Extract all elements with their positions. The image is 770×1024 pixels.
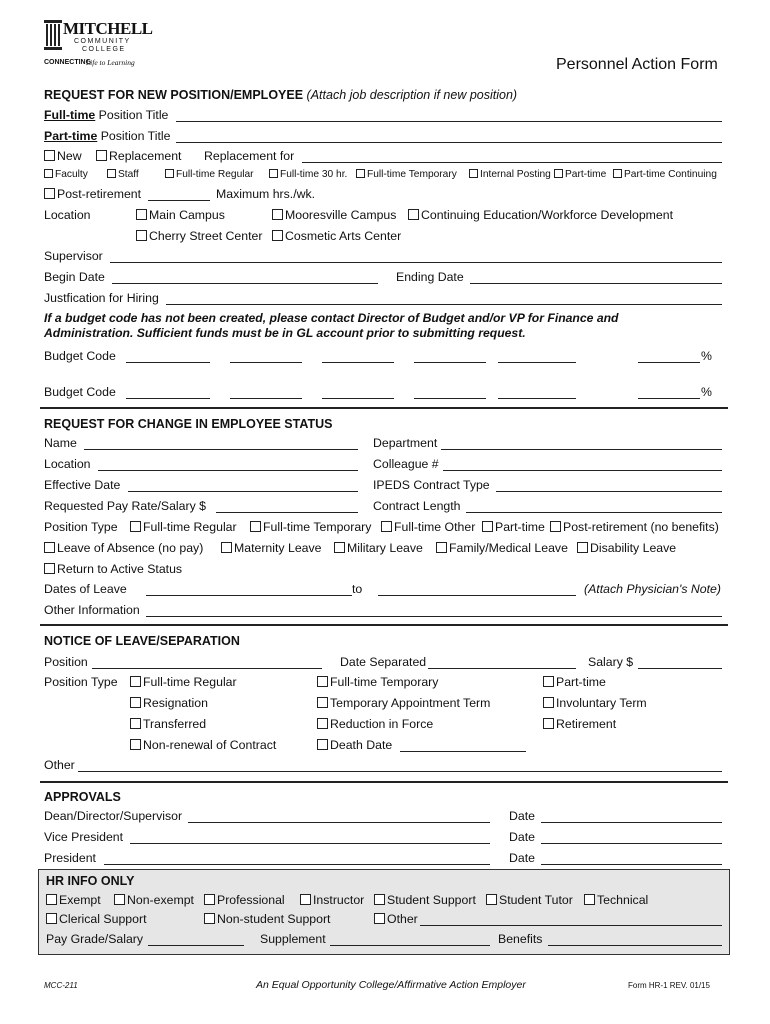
dean-date-label: Date <box>509 809 535 823</box>
s3-pt-label: Part-time <box>556 675 606 689</box>
logo-name: MITCHELL <box>63 19 153 38</box>
logo-line2: COMMUNITY <box>74 38 131 45</box>
professional-label: Professional <box>217 893 285 907</box>
justification-field[interactable] <box>166 304 722 305</box>
s2-ft-temp-label: Full-time Temporary <box>263 520 372 534</box>
s2-pt-label: Part-time <box>495 520 545 534</box>
salary-label: Salary $ <box>588 655 634 669</box>
death-date-field[interactable] <box>400 751 526 752</box>
supplement-field[interactable] <box>330 945 490 946</box>
nonrenewal-checkbox[interactable] <box>130 739 141 750</box>
clerical-checkbox[interactable] <box>46 913 57 924</box>
replacement-label: Replacement <box>109 149 182 163</box>
department-field[interactable] <box>441 449 722 450</box>
footer-revision: Form HR-1 REV. 01/15 <box>628 981 710 990</box>
part-time-checkbox[interactable] <box>554 169 563 178</box>
professional-checkbox[interactable] <box>204 894 215 905</box>
temp-term-checkbox[interactable] <box>317 697 328 708</box>
footer-form-code: MCC-211 <box>44 981 78 990</box>
fmla-checkbox[interactable] <box>436 542 447 553</box>
nonexempt-checkbox[interactable] <box>114 894 125 905</box>
pay-rate-field[interactable] <box>216 512 358 513</box>
department-label: Department <box>373 436 438 450</box>
replacement-for-label: Replacement for <box>204 149 295 163</box>
pct-label-1: % <box>701 349 712 363</box>
s3-ft-regular-checkbox[interactable] <box>130 676 141 687</box>
post-retirement-label: Post-retirement <box>57 187 142 201</box>
exempt-label: Exempt <box>59 893 101 907</box>
maternity-checkbox[interactable] <box>221 542 232 553</box>
contract-length-field[interactable] <box>466 512 722 513</box>
temp-term-label: Temporary Appointment Term <box>330 696 491 710</box>
name-field[interactable] <box>84 449 358 450</box>
begin-date-field[interactable] <box>112 283 378 284</box>
s3-other-label: Other <box>44 758 75 772</box>
ft-temporary-label: Full-time Temporary <box>367 169 457 180</box>
justification-label: Justfication for Hiring <box>44 291 159 305</box>
effective-date-label: Effective Date <box>44 478 121 492</box>
fmla-label: Family/Medical Leave <box>449 541 568 555</box>
s3-heading: NOTICE OF LEAVE/SEPARATION <box>44 634 240 648</box>
ft-regular-checkbox[interactable] <box>165 169 174 178</box>
nonrenewal-label: Non-renewal of Contract <box>143 738 277 752</box>
student-support-checkbox[interactable] <box>374 894 385 905</box>
hr-other-label: Other <box>387 912 418 926</box>
s2-ft-regular-checkbox[interactable] <box>130 521 141 532</box>
other-info-label: Other Information <box>44 603 140 617</box>
mooresville-checkbox[interactable] <box>272 209 283 220</box>
page-title: Personnel Action Form <box>556 56 718 73</box>
involuntary-checkbox[interactable] <box>543 697 554 708</box>
supervisor-label: Supervisor <box>44 249 103 263</box>
s3-position-field[interactable] <box>92 668 322 669</box>
column-logo-icon <box>44 20 62 50</box>
transferred-label: Transferred <box>143 717 207 731</box>
logo-tagline-b: Life to Learning <box>86 58 135 67</box>
cosmetic-arts-checkbox[interactable] <box>272 230 283 241</box>
colleague-field[interactable] <box>443 470 722 471</box>
name-label: Name <box>44 436 77 450</box>
disability-label: Disability Leave <box>590 541 677 555</box>
nonstudent-checkbox[interactable] <box>204 913 215 924</box>
budget-pct-2[interactable] <box>638 398 700 399</box>
president-date-label: Date <box>509 851 535 865</box>
footer-eoe: An Equal Opportunity College/Affirmative Action Employer <box>256 979 526 991</box>
return-active-label: Return to Active Status <box>57 562 183 576</box>
cosmetic-arts-label: Cosmetic Arts Center <box>285 229 402 243</box>
exempt-checkbox[interactable] <box>46 894 57 905</box>
ending-date-label: Ending Date <box>396 270 464 284</box>
dean-signature-field[interactable] <box>188 822 490 823</box>
vp-date-label: Date <box>509 830 535 844</box>
staff-checkbox[interactable] <box>107 169 116 178</box>
ft-30hr-checkbox[interactable] <box>269 169 278 178</box>
effective-date-field[interactable] <box>128 491 358 492</box>
ft-position-field[interactable] <box>176 121 722 122</box>
budget-code-label-2: Budget Code <box>44 385 116 399</box>
retirement-checkbox[interactable] <box>543 718 554 729</box>
student-tutor-checkbox[interactable] <box>486 894 497 905</box>
budget-code-2d[interactable] <box>414 398 486 399</box>
ipeds-field[interactable] <box>496 491 722 492</box>
military-label: Military Leave <box>347 541 423 555</box>
main-campus-checkbox[interactable] <box>136 209 147 220</box>
president-signature-field[interactable] <box>104 864 490 865</box>
death-checkbox[interactable] <box>317 739 328 750</box>
divider-2 <box>40 624 728 626</box>
s3-position-label: Position <box>44 655 88 669</box>
s3-ft-regular-label: Full-time Regular <box>143 675 237 689</box>
s3-position-type-label: Position Type <box>44 675 118 689</box>
budget-code-2b[interactable] <box>230 398 302 399</box>
loa-label: Leave of Absence (no pay) <box>57 541 204 555</box>
death-label: Death Date <box>330 738 393 752</box>
benefits-label: Benefits <box>498 932 543 946</box>
dates-leave-label: Dates of Leave <box>44 582 127 596</box>
student-support-label: Student Support <box>387 893 476 907</box>
new-checkbox[interactable] <box>44 150 55 161</box>
pt-pos-label: Position Title <box>100 129 171 143</box>
s3-other-field[interactable] <box>78 771 722 772</box>
max-hours-field[interactable] <box>148 200 210 201</box>
location2-field[interactable] <box>98 470 358 471</box>
position-type-label: Position Type <box>44 520 118 534</box>
part-time-label: Part-time <box>565 169 607 180</box>
s2-heading: REQUEST FOR CHANGE IN EMPLOYEE STATUS <box>44 417 333 431</box>
budget-code-label-1: Budget Code <box>44 349 116 363</box>
pay-grade-field[interactable] <box>148 945 244 946</box>
physician-note: (Attach Physician's Note) <box>584 582 721 596</box>
ft-label: Full-time <box>44 108 96 122</box>
ft-regular-label: Full-time Regular <box>176 169 254 180</box>
replacement-for-field[interactable] <box>302 162 722 163</box>
pct-label-2: % <box>701 385 712 399</box>
hr-other-checkbox[interactable] <box>374 913 385 924</box>
ft-title-label <box>44 108 168 122</box>
involuntary-label: Involuntary Term <box>556 696 647 710</box>
divider-3 <box>40 781 728 783</box>
vp-date-field[interactable] <box>541 843 722 844</box>
cherry-street-label: Cherry Street Center <box>149 229 263 243</box>
supervisor-field[interactable] <box>110 262 722 263</box>
s1-heading: REQUEST FOR NEW POSITION/EMPLOYEE <box>44 88 304 102</box>
logo-line3: COLLEGE <box>82 46 126 53</box>
return-active-checkbox[interactable] <box>44 563 55 574</box>
post-retirement-checkbox[interactable] <box>44 188 55 199</box>
hr-heading: HR INFO ONLY <box>46 874 135 888</box>
instructor-checkbox[interactable] <box>300 894 311 905</box>
ending-date-field[interactable] <box>470 283 722 284</box>
divider-1 <box>40 407 728 409</box>
budget-code-1e[interactable] <box>498 362 576 363</box>
technical-checkbox[interactable] <box>584 894 595 905</box>
s1-heading-row <box>44 88 517 102</box>
retirement-label: Retirement <box>556 717 617 731</box>
pt-title-label <box>44 129 170 143</box>
student-tutor-label: Student Tutor <box>499 893 573 907</box>
faculty-label: Faculty <box>55 169 88 180</box>
salary-field[interactable] <box>638 668 722 669</box>
s2-ft-other-checkbox[interactable] <box>381 521 392 532</box>
date-separated-label: Date Separated <box>340 655 427 669</box>
continuing-ed-label: Continuing Education/Workforce Development <box>421 208 673 222</box>
maternity-label: Maternity Leave <box>234 541 322 555</box>
pay-grade-label: Pay Grade/Salary <box>46 932 144 946</box>
budget-code-2c[interactable] <box>322 398 394 399</box>
hr-other-field[interactable] <box>420 925 722 926</box>
budget-code-2e[interactable] <box>498 398 576 399</box>
budget-pct-1[interactable] <box>638 362 700 363</box>
budget-code-1c[interactable] <box>322 362 394 363</box>
contract-length-label: Contract Length <box>373 499 461 513</box>
supplement-label: Supplement <box>260 932 326 946</box>
loa-checkbox[interactable] <box>44 542 55 553</box>
s2-ft-regular-label: Full-time Regular <box>143 520 237 534</box>
dean-date-field[interactable] <box>541 822 722 823</box>
begin-date-label: Begin Date <box>44 270 105 284</box>
ft-30hr-label: Full-time 30 hr. <box>280 169 348 180</box>
logo-tagline-a: CONNECTING <box>44 59 92 66</box>
new-label: New <box>57 149 82 163</box>
mooresville-label: Mooresville Campus <box>285 208 397 222</box>
s2-ft-temp-checkbox[interactable] <box>250 521 261 532</box>
continuing-ed-checkbox[interactable] <box>408 209 419 220</box>
s2-pt-checkbox[interactable] <box>482 521 493 532</box>
budget-code-2a[interactable] <box>126 398 210 399</box>
internal-posting-label: Internal Posting <box>480 169 551 180</box>
resignation-checkbox[interactable] <box>130 697 141 708</box>
s2-post-ret-checkbox[interactable] <box>550 521 561 532</box>
to-label: to <box>352 582 363 596</box>
pt-continuing-label: Part-time Continuing <box>624 169 717 180</box>
ft-pos-label: Position Title <box>98 108 169 122</box>
s1-note: (Attach job description if new position) <box>306 88 518 102</box>
replacement-checkbox[interactable] <box>96 150 107 161</box>
technical-label: Technical <box>597 893 649 907</box>
pay-rate-label: Requested Pay Rate/Salary $ <box>44 499 207 513</box>
pt-position-field[interactable] <box>176 142 722 143</box>
s4-heading: APPROVALS <box>44 790 121 804</box>
s3-ft-temp-label: Full-time Temporary <box>330 675 439 689</box>
pt-continuing-checkbox[interactable] <box>613 169 622 178</box>
colleague-label: Colleague # <box>373 457 439 471</box>
max-hours-label: Maximum hrs./wk. <box>216 187 316 201</box>
vp-signature-field[interactable] <box>130 843 490 844</box>
date-separated-field[interactable] <box>428 668 576 669</box>
main-campus-label: Main Campus <box>149 208 225 222</box>
nonexempt-label: Non-exempt <box>127 893 194 907</box>
internal-posting-checkbox[interactable] <box>469 169 478 178</box>
president-label: President <box>44 851 96 865</box>
transferred-checkbox[interactable] <box>130 718 141 729</box>
s3-ft-temp-checkbox[interactable] <box>317 676 328 687</box>
clerical-label: Clerical Support <box>59 912 147 926</box>
rif-label: Reduction in Force <box>330 717 434 731</box>
budget-note: If a budget code has not been created, please contact Director of Budget and/or VP for Finance and Administration. Sufficient funds must be in GL account prior to submitting request. <box>44 311 619 340</box>
s3-pt-checkbox[interactable] <box>543 676 554 687</box>
instructor-label: Instructor <box>313 893 365 907</box>
vp-label: Vice President <box>44 830 124 844</box>
ipeds-label: IPEDS Contract Type <box>373 478 490 492</box>
pt-label: Part-time <box>44 129 98 143</box>
leave-end-field[interactable] <box>378 595 576 596</box>
ft-temporary-checkbox[interactable] <box>356 169 365 178</box>
budget-code-1b[interactable] <box>230 362 302 363</box>
budget-code-1d[interactable] <box>414 362 486 363</box>
dean-label: Dean/Director/Supervisor <box>44 809 183 823</box>
military-checkbox[interactable] <box>334 542 345 553</box>
other-info-field[interactable] <box>146 616 722 617</box>
location-label: Location <box>44 208 91 222</box>
college-logo <box>44 18 153 76</box>
rif-checkbox[interactable] <box>317 718 328 729</box>
nonstudent-label: Non-student Support <box>217 912 331 926</box>
resignation-label: Resignation <box>143 696 208 710</box>
leave-start-field[interactable] <box>146 595 352 596</box>
s2-post-ret-label: Post-retirement (no benefits) <box>563 520 719 534</box>
location2-label: Location <box>44 457 91 471</box>
staff-label: Staff <box>118 169 139 180</box>
disability-checkbox[interactable] <box>577 542 588 553</box>
benefits-field[interactable] <box>548 945 722 946</box>
president-date-field[interactable] <box>541 864 722 865</box>
cherry-street-checkbox[interactable] <box>136 230 147 241</box>
s2-ft-other-label: Full-time Other <box>394 520 476 534</box>
budget-code-1a[interactable] <box>126 362 210 363</box>
faculty-checkbox[interactable] <box>44 169 53 178</box>
